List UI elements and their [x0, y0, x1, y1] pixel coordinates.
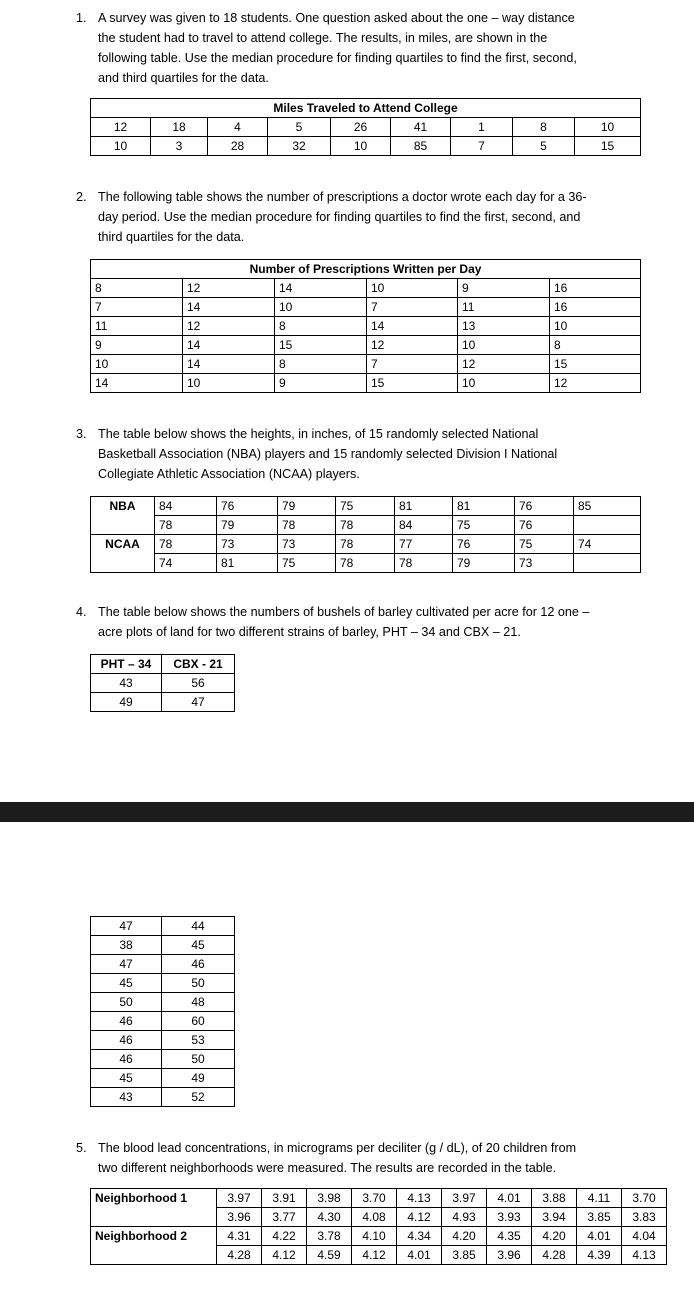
table-cell: 15 — [275, 336, 367, 355]
table-cell: 4 — [208, 118, 268, 137]
table-cell: 4.28 — [532, 1246, 577, 1265]
question-5 — [76, 1138, 676, 1180]
table-cell: 46 — [91, 1050, 162, 1069]
table-cell: 78 — [155, 535, 217, 554]
table-cell: 15 — [550, 355, 641, 374]
table-cell: 4.08 — [352, 1208, 397, 1227]
question-text: The table below shows the heights, in inches, of 15 randomly selected National Basketball Association (NBA) players and 15 randomly selected Division I National Collegiate Athletic Association (NCAA) players. — [98, 427, 558, 481]
question-number: 4. — [76, 605, 87, 619]
table-cell: 4.59 — [307, 1246, 352, 1265]
table-cell: 7 — [91, 298, 183, 317]
column-header: PHT – 34 — [91, 655, 162, 674]
table-row — [91, 955, 235, 974]
table-cell: 47 — [91, 955, 162, 974]
table-cell: 3.88 — [532, 1189, 577, 1208]
table-cell: 12 — [91, 118, 151, 137]
table-row — [91, 693, 235, 712]
table-cell: 78 — [395, 554, 453, 573]
question-number: 5. — [76, 1141, 87, 1155]
table-cell: 4.13 — [397, 1189, 442, 1208]
table-cell: 9 — [275, 374, 367, 393]
neighborhood-1-label: Neighborhood 1 — [91, 1189, 217, 1227]
table-cell: 32 — [268, 137, 331, 156]
table-cell: 4.30 — [307, 1208, 352, 1227]
table-cell: 78 — [336, 516, 395, 535]
table-cell: 79 — [278, 497, 336, 516]
table-cell: 18 — [151, 118, 208, 137]
table-row — [91, 917, 235, 936]
blood-lead-table — [90, 1188, 667, 1265]
table-cell: 10 — [331, 137, 391, 156]
table-cell: 4.12 — [397, 1208, 442, 1227]
table-row — [91, 1031, 235, 1050]
table-cell: 4.01 — [397, 1246, 442, 1265]
table-cell: 8 — [513, 118, 575, 137]
table-cell: 3.94 — [532, 1208, 577, 1227]
table-cell: 85 — [574, 497, 641, 516]
table-cell: 38 — [91, 936, 162, 955]
table-cell: 5 — [513, 137, 575, 156]
table-cell: 76 — [515, 516, 574, 535]
miles-table — [90, 98, 641, 156]
table-cell: 4.20 — [442, 1227, 487, 1246]
table-cell: 3.96 — [487, 1246, 532, 1265]
table-cell: 81 — [395, 497, 453, 516]
table-cell: 3.78 — [307, 1227, 352, 1246]
table-cell: 7 — [451, 137, 513, 156]
table-cell: 4.31 — [217, 1227, 262, 1246]
table-row — [91, 1050, 235, 1069]
table-cell: 10 — [458, 374, 550, 393]
question-4 — [76, 602, 676, 644]
table-cell: 8 — [91, 279, 183, 298]
table-cell: 81 — [217, 554, 278, 573]
table-cell: 45 — [162, 936, 235, 955]
table-cell: 14 — [367, 317, 458, 336]
table-cell: 9 — [91, 336, 183, 355]
table-cell: 15 — [367, 374, 458, 393]
table-cell: 3.77 — [262, 1208, 307, 1227]
table-cell: 78 — [336, 554, 395, 573]
table-cell: 12 — [367, 336, 458, 355]
heights-table — [90, 496, 641, 573]
table-cell: 12 — [550, 374, 641, 393]
table-cell: 81 — [453, 497, 515, 516]
table-cell: 11 — [91, 317, 183, 336]
table-cell: 41 — [391, 118, 451, 137]
question-2 — [76, 187, 676, 249]
table-row — [91, 516, 641, 535]
table-cell: 10 — [91, 137, 151, 156]
table-cell: 12 — [458, 355, 550, 374]
table-cell: 15 — [575, 137, 641, 156]
table-cell: 77 — [395, 535, 453, 554]
table-cell: 79 — [217, 516, 278, 535]
table-cell: 4.12 — [262, 1246, 307, 1265]
table-cell: 16 — [550, 298, 641, 317]
table-cell: 4.34 — [397, 1227, 442, 1246]
table-cell: 85 — [391, 137, 451, 156]
question-number: 2. — [76, 190, 87, 204]
table-cell: 46 — [162, 955, 235, 974]
table-cell: 3.97 — [442, 1189, 487, 1208]
question-text: The table below shows the numbers of bushels of barley cultivated per acre for 12 one – acre plots of land for two different strains of barley, PHT – 34 and CBX – 21. — [98, 605, 590, 639]
table-row — [91, 497, 641, 516]
table-cell: 76 — [515, 497, 574, 516]
table-cell: 10 — [367, 279, 458, 298]
table-cell: 76 — [453, 535, 515, 554]
table-cell: 10 — [575, 118, 641, 137]
table-cell: 4.11 — [577, 1189, 622, 1208]
ncaa-label: NCAA — [91, 535, 155, 573]
table-cell: 4.28 — [217, 1246, 262, 1265]
table-cell: 73 — [278, 535, 336, 554]
table-row — [91, 118, 641, 137]
table-row — [91, 317, 641, 336]
table-cell: 46 — [91, 1012, 162, 1031]
table-cell: 74 — [574, 535, 641, 554]
table-cell: 3.97 — [217, 1189, 262, 1208]
table-cell: 44 — [162, 917, 235, 936]
table-cell: 10 — [550, 317, 641, 336]
question-number: 1. — [76, 11, 87, 25]
table-cell: 78 — [155, 516, 217, 535]
table-row — [91, 1088, 235, 1107]
table-row — [91, 554, 641, 573]
table-row — [91, 974, 235, 993]
question-text: The blood lead concentrations, in micrograms per deciliter (g / dL), of 20 children from two different neighborhoods were measured. The results are recorded in the table. — [98, 1141, 577, 1175]
table-row — [91, 1012, 235, 1031]
table-cell: 56 — [162, 674, 235, 693]
table-row — [91, 1069, 235, 1088]
table-row — [91, 279, 641, 298]
table-cell: 4.01 — [577, 1227, 622, 1246]
table-row — [91, 137, 641, 156]
table-cell: 7 — [367, 355, 458, 374]
table-cell: 3.83 — [622, 1208, 667, 1227]
table-cell: 50 — [91, 993, 162, 1012]
table-row — [91, 355, 641, 374]
table-row — [91, 336, 641, 355]
question-1 — [76, 8, 676, 90]
table-cell: 75 — [278, 554, 336, 573]
table-cell: 60 — [162, 1012, 235, 1031]
table-cell: 73 — [515, 554, 574, 573]
table-cell: 73 — [217, 535, 278, 554]
table-cell: 49 — [91, 693, 162, 712]
table-header-row — [91, 655, 235, 674]
table-cell: 75 — [515, 535, 574, 554]
table-cell: 10 — [458, 336, 550, 355]
table-cell: 7 — [367, 298, 458, 317]
table-cell: 12 — [183, 317, 275, 336]
table-cell: 4.12 — [352, 1246, 397, 1265]
table-cell: 74 — [155, 554, 217, 573]
table-title: Number of Prescriptions Written per Day — [91, 260, 641, 279]
table-cell: 52 — [162, 1088, 235, 1107]
table-row — [91, 374, 641, 393]
table-cell: 14 — [275, 279, 367, 298]
table-cell: 3.93 — [487, 1208, 532, 1227]
table-cell: 76 — [217, 497, 278, 516]
table-cell: 4.13 — [622, 1246, 667, 1265]
table-row — [91, 1227, 667, 1246]
neighborhood-2-label: Neighborhood 2 — [91, 1227, 217, 1265]
table-cell: 3.85 — [577, 1208, 622, 1227]
table-cell: 3.96 — [217, 1208, 262, 1227]
table-cell: 3.70 — [352, 1189, 397, 1208]
table-cell: 4.22 — [262, 1227, 307, 1246]
table-cell: 84 — [155, 497, 217, 516]
table-cell: 4.01 — [487, 1189, 532, 1208]
table-cell: 8 — [275, 355, 367, 374]
table-cell: 78 — [336, 535, 395, 554]
table-cell: 3.85 — [442, 1246, 487, 1265]
table-cell: 50 — [162, 1050, 235, 1069]
table-cell: 5 — [268, 118, 331, 137]
table-cell: 4.35 — [487, 1227, 532, 1246]
table-cell: 45 — [91, 974, 162, 993]
table-cell: 4.93 — [442, 1208, 487, 1227]
table-cell: 3.91 — [262, 1189, 307, 1208]
table-cell: 84 — [395, 516, 453, 535]
table-cell: 28 — [208, 137, 268, 156]
table-cell: 47 — [91, 917, 162, 936]
table-cell: 75 — [336, 497, 395, 516]
table-cell: 14 — [183, 298, 275, 317]
table-cell: 14 — [91, 374, 183, 393]
table-cell — [574, 516, 641, 535]
table-cell: 10 — [275, 298, 367, 317]
table-cell: 75 — [453, 516, 515, 535]
barley-table-continued — [90, 916, 235, 1107]
table-row — [91, 936, 235, 955]
table-cell — [574, 554, 641, 573]
question-text: A survey was given to 18 students. One question asked about the one – way distance the student had to travel to attend college. The results, in miles, are shown in the following table. Use the median procedure for finding quartiles to find the first, second, and third quartiles for the data. — [98, 11, 577, 85]
table-cell: 4.10 — [352, 1227, 397, 1246]
table-row — [91, 535, 641, 554]
question-3 — [76, 424, 676, 486]
table-cell: 3 — [151, 137, 208, 156]
table-cell: 79 — [453, 554, 515, 573]
table-cell: 3.70 — [622, 1189, 667, 1208]
table-cell: 8 — [550, 336, 641, 355]
table-cell: 43 — [91, 674, 162, 693]
table-cell: 12 — [183, 279, 275, 298]
question-number: 3. — [76, 427, 87, 441]
table-cell: 10 — [183, 374, 275, 393]
table-cell: 50 — [162, 974, 235, 993]
nba-label: NBA — [91, 497, 155, 535]
table-cell: 11 — [458, 298, 550, 317]
table-cell: 49 — [162, 1069, 235, 1088]
table-cell: 47 — [162, 693, 235, 712]
table-cell: 4.20 — [532, 1227, 577, 1246]
table-row — [91, 993, 235, 1012]
table-title: Miles Traveled to Attend College — [91, 99, 641, 118]
table-cell: 45 — [91, 1069, 162, 1088]
barley-table — [90, 654, 235, 712]
table-cell: 4.04 — [622, 1227, 667, 1246]
table-cell: 43 — [91, 1088, 162, 1107]
table-cell: 10 — [91, 355, 183, 374]
table-cell: 8 — [275, 317, 367, 336]
table-cell: 16 — [550, 279, 641, 298]
table-cell: 9 — [458, 279, 550, 298]
table-cell: 13 — [458, 317, 550, 336]
table-cell: 4.39 — [577, 1246, 622, 1265]
table-row — [91, 298, 641, 317]
table-cell: 78 — [278, 516, 336, 535]
table-cell: 46 — [91, 1031, 162, 1050]
question-text: The following table shows the number of prescriptions a doctor wrote each day for a 36- day period. Use the median procedure for finding quartiles to find the first, second, and third quartiles for the data. — [98, 190, 587, 244]
table-row — [91, 674, 235, 693]
table-cell: 48 — [162, 993, 235, 1012]
table-cell: 53 — [162, 1031, 235, 1050]
table-cell: 3.98 — [307, 1189, 352, 1208]
column-header: CBX - 21 — [162, 655, 235, 674]
table-cell: 26 — [331, 118, 391, 137]
table-row — [91, 1189, 667, 1208]
table-cell: 14 — [183, 336, 275, 355]
table-cell: 14 — [183, 355, 275, 374]
prescriptions-table — [90, 259, 641, 393]
page-break-bar — [0, 802, 694, 822]
table-cell: 1 — [451, 118, 513, 137]
